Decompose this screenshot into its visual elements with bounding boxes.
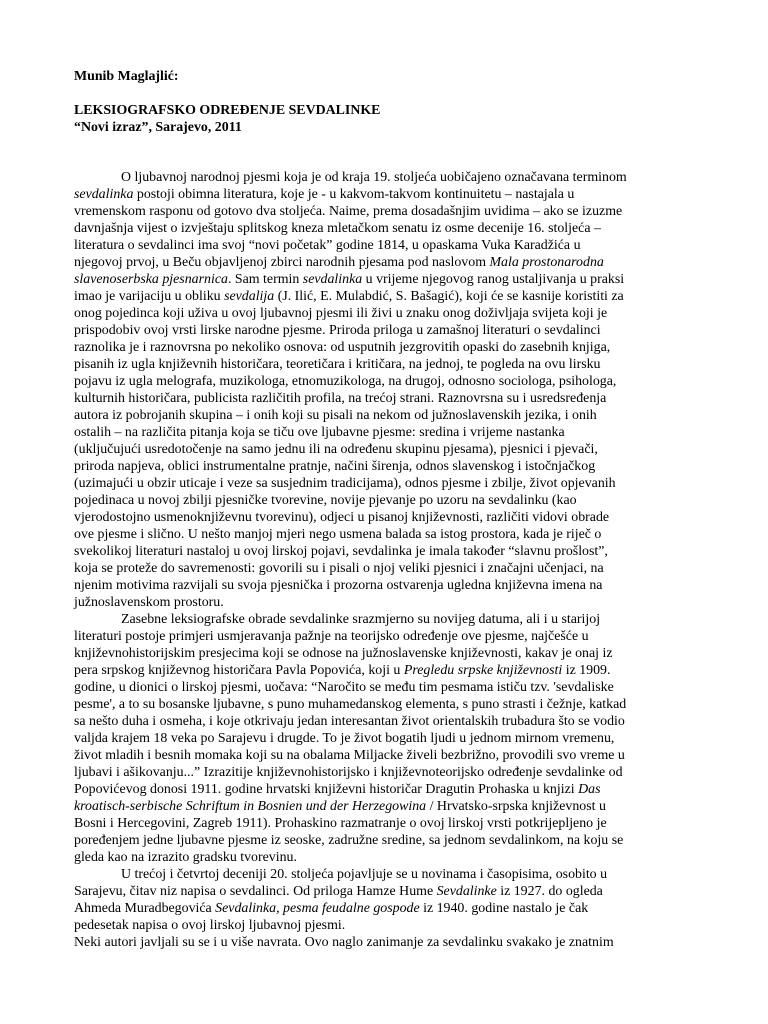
text-line (74, 339, 708, 356)
text-line (74, 662, 708, 679)
article-title: LEKSIOGRAFSKO ODREĐENJE SEVDALINKE (74, 103, 381, 118)
text-line (74, 203, 708, 220)
text-run: vjerodostojno usmenoknjiževnu tvorevinu), odjeci u pisanoj književnosti, različiti vidovi obrade (74, 510, 610, 525)
text-run: poređenjem jedne ljubavne pjesme iz seoske, zadružne sredine, sa jednom sevdalinkom, na koju se (74, 833, 624, 848)
text-run: O ljubavnoj narodnoj pjesmi koja je od kraja 19. stoljeća uobičajeno označavana terminom (121, 170, 627, 185)
body-paragraph (74, 866, 708, 934)
text-run: pojavu iz ugla melografa, muzikologa, etnomuzikologa, na drugoj, odnosno sociologa, psihologa, (74, 374, 617, 389)
italic-text: Mala prostonarodna (489, 255, 604, 270)
text-run: raznolika je i raznovrsna po nekoliko osnova: od usputnih jezgrovitih opaski do zasebnih knjiga, (74, 340, 611, 355)
author-name: Munib Maglajlić: (74, 69, 179, 84)
text-line (74, 883, 708, 900)
text-line (74, 322, 708, 339)
text-line (74, 424, 708, 441)
text-line (74, 356, 708, 373)
text-line (74, 220, 708, 237)
text-run: Popovićevog donosi 1911. godine hrvatski književni historičar Dragutin Prohaska u knjizi (74, 782, 579, 797)
italic-text: sevdalinka (74, 187, 134, 202)
text-run: iz 1940. godine nastalo je čak (419, 901, 589, 916)
text-line (74, 543, 708, 560)
text-run: Sarajevu, čitav niz napisa o sevdalinci. Od priloga Hamze Hume (74, 884, 437, 899)
text-run: literaturi postoje primjeri usmjeravanja pažnje na teorijsko određenje ove pjesme, najčešće u (74, 629, 589, 644)
text-line (74, 407, 708, 424)
text-run: (uključujući usredotočenje na samo jednu ili na određenu skupinu pjesama), pjesnici i pjevači, (74, 442, 598, 457)
body-paragraph (74, 934, 708, 951)
text-line (74, 781, 708, 798)
text-run: svekolikoj literaturi nastaloj u ovoj lirskoj pojavi, sevdalinka je imala također “slavnu prošlost”, (74, 544, 608, 559)
italic-text: sevdalija (224, 289, 275, 304)
text-run: južnoslavenskom prostoru. (74, 595, 224, 610)
text-line (74, 900, 708, 917)
text-line (74, 186, 708, 203)
text-line (74, 560, 708, 577)
text-line (74, 305, 708, 322)
text-run: ostalih – na različita pitanja koja se tiču ove ljubavne pjesme: sredina i vrijeme nastanka (74, 425, 565, 440)
text-line (74, 730, 708, 747)
text-run: valjda krajem 18 veka po Sarajevu i drugde. To je život bogatih ljudi u jednom mirnom vremenu, (74, 731, 615, 746)
text-run: u vrijeme njegovog ranog ustaljivanja u praksi (362, 272, 625, 287)
text-run: kulturnih historičara, publicista različitih profila, na trećoj strani. Raznovrsna su i usredsređenja (74, 391, 607, 406)
text-run: imao je varijaciju u obliku (74, 289, 225, 304)
text-run: život mladih i besnih momaka koji su na obalama Miljacke živeli bezbrižno, provodili svo vreme u (74, 748, 625, 763)
text-run: (uzimajući u obzir uticaje i veze sa susjednim tradicijama), odnos pjesme i zbilje, život opjevanih (74, 476, 616, 491)
text-line (74, 254, 708, 271)
text-run: Ahmeda Muradbegovića (74, 901, 216, 916)
text-line (74, 509, 708, 526)
text-run: iz 1909. (562, 663, 611, 678)
text-line (74, 271, 708, 288)
text-run: postoji obimna literatura, koje je - u kakvom-takvom kontinuitetu – nastajala u (133, 187, 575, 202)
text-line (74, 713, 708, 730)
text-run: pisanih iz ugla književnih historičara, teoretičara i kritičara, na jednoj, te pogleda na ovu lirsku (74, 357, 601, 372)
text-line (74, 798, 708, 815)
text-run: pera srpskog književnog historičara Pavla Popovića, koji u (74, 663, 404, 678)
text-line (74, 373, 708, 390)
text-run: Zasebne leksiografske obrade sevdalinke srazmjerno su novijeg datuma, ali i u starijoj (121, 612, 601, 627)
italic-text: Sevdalinke (436, 884, 497, 899)
italic-text: kroatisch-serbische Schriftum in Bosnien und der Herzegowina (74, 799, 427, 814)
text-run: pesme', a to su bosanske ljubavne, s puno muhamedanskog elementa, s puno strasti i čežnje, katkad (74, 697, 627, 712)
text-run: Bosni i Hercegovini, Zagreb 1911). Prohaskino razmatranje o ovoj lirskoj vrsti potkrijepljeno je (74, 816, 607, 831)
text-line (74, 832, 708, 849)
text-run: autora iz pobrojanih skupina – i onih koji su pisali na nekom od južnoslavenskih jezika, i onih (74, 408, 597, 423)
text-line (74, 390, 708, 407)
text-run: Neki autori javljali su se i u više navrata. Ovo naglo zanimanje za sevdalinku svakako je znatnim (74, 935, 614, 950)
text-line (74, 764, 708, 781)
text-line (74, 441, 708, 458)
text-run: priroda napjeva, oblici instrumentalne pratnje, načini širenja, odnos slavenskog i istočnjačkog (74, 459, 596, 474)
article-body (74, 169, 708, 951)
body-paragraph (74, 169, 708, 611)
text-run: (J. Ilić, E. Mulabdić, S. Bašagić), koji će se kasnije koristiti za (274, 289, 624, 304)
text-line (74, 934, 708, 951)
text-run: iz 1927. do ogleda (496, 884, 603, 899)
italic-text: Pregledu srpske književnosti (403, 663, 563, 678)
text-run: sa nešto duha i osmeha, i koje otkrivaju jedan interesantan život orientalskih trubadura što se vodio (74, 714, 625, 729)
text-line (74, 577, 708, 594)
text-line (74, 628, 708, 645)
italic-text: Das (578, 782, 601, 797)
text-line (74, 458, 708, 475)
text-line (74, 645, 708, 662)
text-run: davnjašnja vijest o izvještaju splitskog kneza mletačkom senatu iz osme decenije 16. stoljeća – (74, 221, 601, 236)
italic-text: slavenoserbska pjesnarnica (74, 272, 228, 287)
text-line (74, 492, 708, 509)
text-line (74, 747, 708, 764)
italic-text: sevdalinka (302, 272, 363, 287)
text-run: vremenskom rasponu od gotovo dva stoljeća. Naime, prema dosadašnjim uvidima – ako se izuzme (74, 204, 623, 219)
text-line (74, 917, 708, 934)
text-run: pedesetak napisa o ovoj lirskoj ljubavnoj pjesmi. (74, 918, 346, 933)
text-run: / Hrvatsko-srpska književnost u (426, 799, 606, 814)
text-run: koja se proteže do savremenosti: govorili su i pisali o njoj veliki pjesnici i značajni učenjaci, na (74, 561, 604, 576)
text-line (74, 849, 708, 866)
text-line (74, 237, 708, 254)
text-run: godine, u dionici o lirskoj pjesmi, uočava: “Naročito se među tim pesmama ističu tzv. 'sevdaliske (74, 680, 614, 695)
title-block (74, 102, 708, 136)
text-line (74, 475, 708, 492)
text-run: književnohistorijskim presjecima koji se odnose na južnoslavenske književnosti, kakav je onaj iz (74, 646, 613, 661)
body-paragraph (74, 611, 708, 866)
text-run: prispodobiv ovoj vrsti lirske narodne pjesme. Priroda priloga u zamašnoj literaturi o sevdalinci (74, 323, 601, 338)
text-line (74, 696, 708, 713)
text-run: onog pojedinca koji uživa u ovoj ljubavnoj pjesmi ili živi u znaku onog doživljaja svijeta koji je (74, 306, 608, 321)
text-line (74, 288, 708, 305)
text-line (74, 866, 708, 883)
publication-source: “Novi izraz”, Sarajevo, 2011 (74, 120, 242, 135)
text-run: pojedinaca u novoj zbilji pjesničke tvorevine, novije pjevanje po uzoru na sevdalinku (kao (74, 493, 577, 508)
text-line (74, 611, 708, 628)
text-run: . Sam termin (227, 272, 303, 287)
text-run: ljubavi i ašikovanju...” Izrazitije književnohistorijsko i književnoteorijsko određenje sevdalinke od (74, 765, 623, 780)
text-run: literatura o sevdalinci ima svoj “novi početak” godine 1814, u opaskama Vuka Karadžića u (74, 238, 581, 253)
text-run: njegovoj prvoj, u Beču objavljenoj zbirci narodnih pjesama pod naslovom (74, 255, 490, 270)
text-run: ove pjesme i slično. U nešto manjoj mjeri nego usmena balada sa istog prostora, kada je riječ o (74, 527, 602, 542)
text-line (74, 526, 708, 543)
text-line (74, 169, 708, 186)
text-line (74, 815, 708, 832)
text-line (74, 679, 708, 696)
text-run: gleda kao na izrazito gradsku tvorevinu. (74, 850, 297, 865)
text-run: njenim motivima razvijali su svoja pjesnička i prozorna ostvarenja ugledna književna imena na (74, 578, 603, 593)
italic-text: Sevdalinka, pesma feudalne gospode (215, 901, 420, 916)
text-run: U trećoj i četvrtoj deceniji 20. stoljeća pojavljuje se u novinama i časopisima, osobito u (121, 867, 608, 882)
text-line (74, 594, 708, 611)
